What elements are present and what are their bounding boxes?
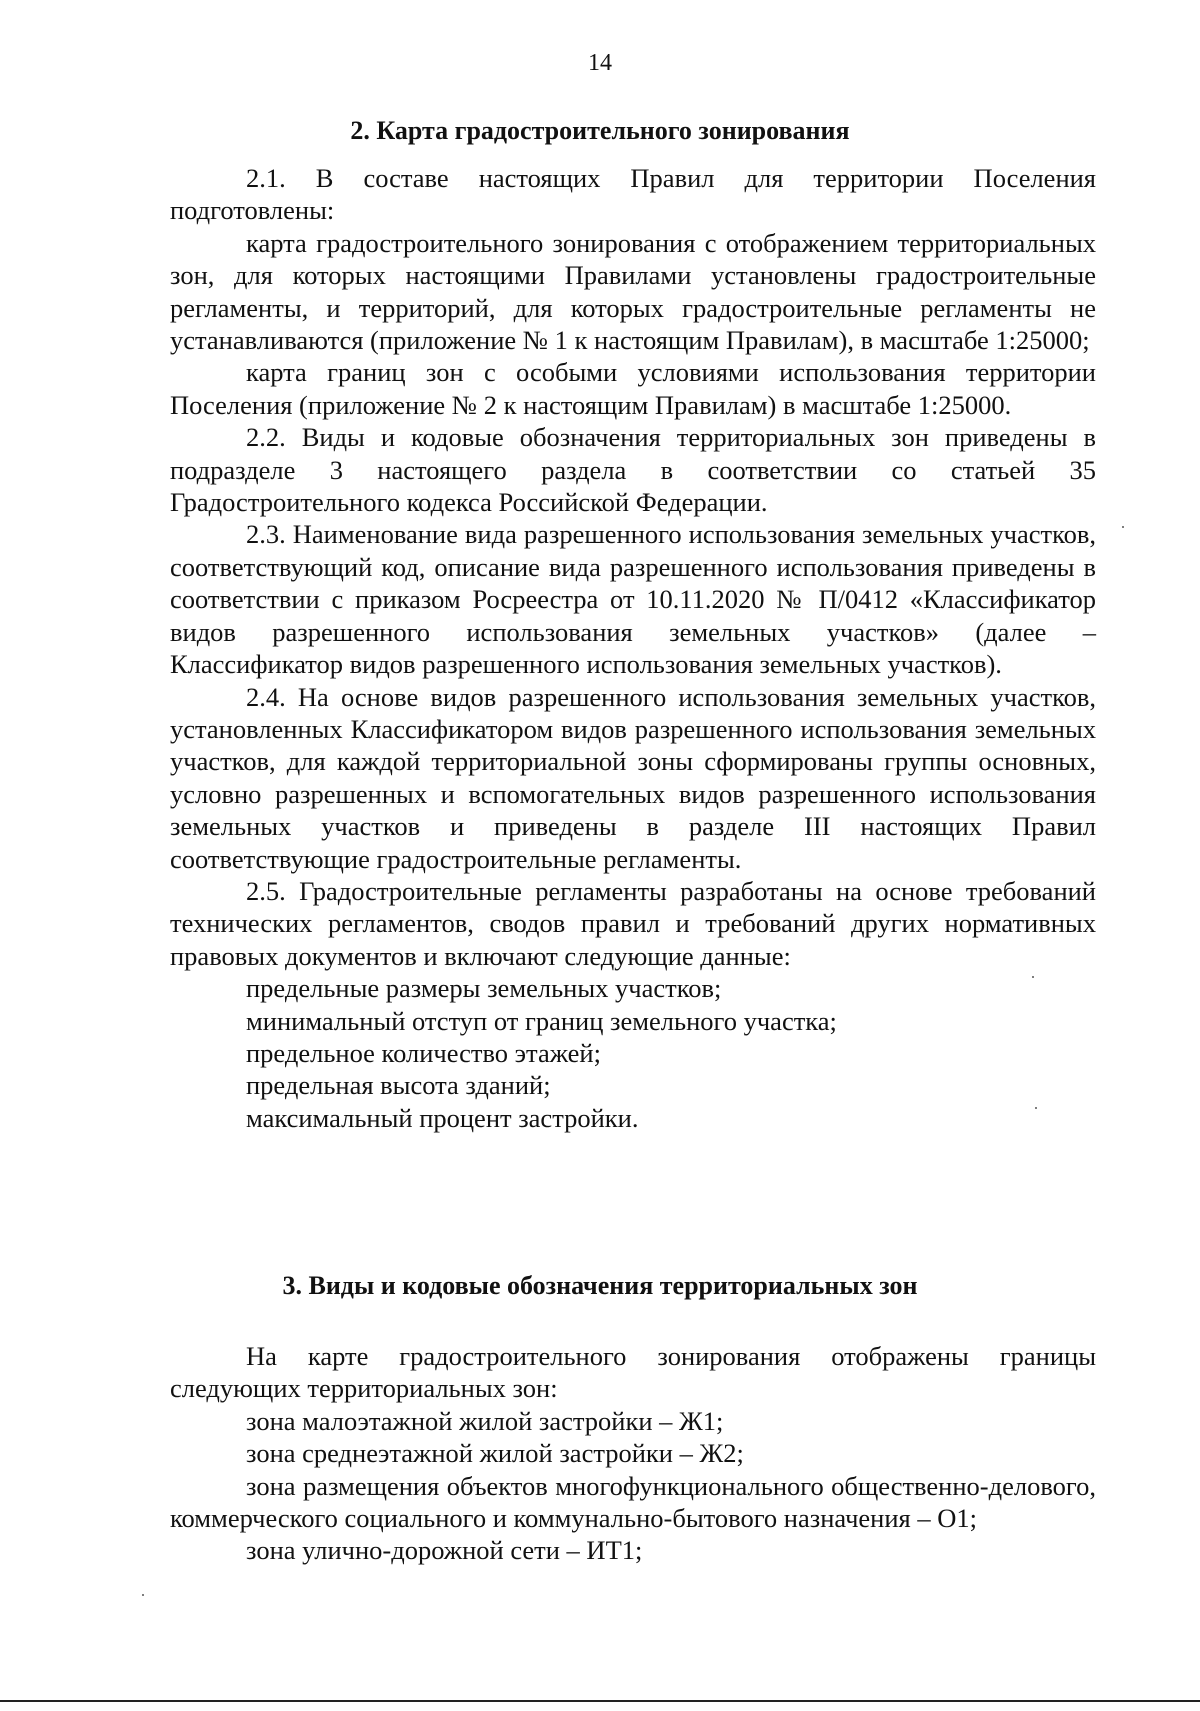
paragraph-2-3: 2.3. Наименование вида разрешенного использования земельных участков, соответствующий код, описание вида разрешенного использования приведены в соответствии с приказом Росреестра от 10.11.2020 № П/0412 «Классификатор видов разрешенного использования земельных участков» (далее – Классификатор видов разрешенного использования земельных участков).: [170, 519, 1096, 680]
paragraph-2-1: 2.1. В составе настоящих Правил для территории Поселения подготовлены:: [170, 163, 1096, 226]
section-3-intro: На карте градостроительного зонирования отображены границы следующих территориальных зон:: [170, 1341, 1096, 1404]
scan-speck: [142, 1594, 144, 1596]
zone-list-item: зона малоэтажной жилой застройки – Ж1;: [246, 1405, 724, 1436]
paragraph-2-5: 2.5. Градостроительные регламенты разработаны на основе требований технических регламентов, сводов правил и требований других нормативных правовых документов и включают следующие данные:: [170, 875, 1096, 971]
list-item: предельные размеры земельных участков;: [246, 973, 722, 1004]
list-item: максимальный процент застройки.: [246, 1102, 639, 1133]
section-3-title: 3. Виды и кодовые обозначения территориальных зон: [282, 1271, 918, 1300]
scan-speck: [1122, 526, 1124, 528]
paragraph-2-4: 2.4. На основе видов разрешенного использования земельных участков, установленных Классификатором видов разрешенного использования земельных участков, для каждой территориальной зоны сформированы группы основных, условно разрешенных и вспомогательных видов разрешенного использования земельных участков и приведены в разделе III настоящих Правил соответствующие градостроительные регламенты.: [170, 681, 1096, 874]
scan-speck: [1035, 1107, 1037, 1109]
scan-edge-line: [0, 1700, 1200, 1702]
list-item: минимальный отступ от границ земельного участка;: [246, 1005, 837, 1036]
zone-list-item: зона размещения объектов многофункционального общественно-делового, коммерческого социального и коммунально-бытового назначения – О1;: [170, 1470, 1096, 1534]
section-3-body: [170, 1340, 1096, 1567]
page-number: 14: [588, 50, 612, 76]
paragraph-2-1-item-2: карта границ зон с особыми условиями использования территории Поселения (приложение № 2 к настоящим Правилам) в масштабе 1:25000.: [170, 357, 1096, 420]
zone-list-item: зона среднеэтажной жилой застройки – Ж2;: [246, 1438, 744, 1469]
scan-speck: [1032, 976, 1034, 978]
zone-list-item: зона улично-дорожной сети – ИТ1;: [246, 1535, 643, 1566]
paragraph-2-1-item-1: карта градостроительного зонирования с отображением территориальных зон, для которых настоящими Правилами установлены градостроительные регламенты, и территорий, для которых градостроительные регламенты не устанавливаются (приложение № 1 к настоящим Правилам), в масштабе 1:25000;: [170, 227, 1096, 356]
paragraph-2-2: 2.2. Виды и кодовые обозначения территориальных зон приведены в подразделе 3 настоящего раздела в соответствии со статьей 35 Градостроительного кодекса Российской Федерации.: [170, 422, 1096, 518]
list-item: предельное количество этажей;: [246, 1037, 601, 1068]
section-2-body: [170, 162, 1096, 1134]
list-item: предельная высота зданий;: [246, 1070, 551, 1101]
section-2-title: 2. Карта градостроительного зонирования: [350, 116, 850, 145]
